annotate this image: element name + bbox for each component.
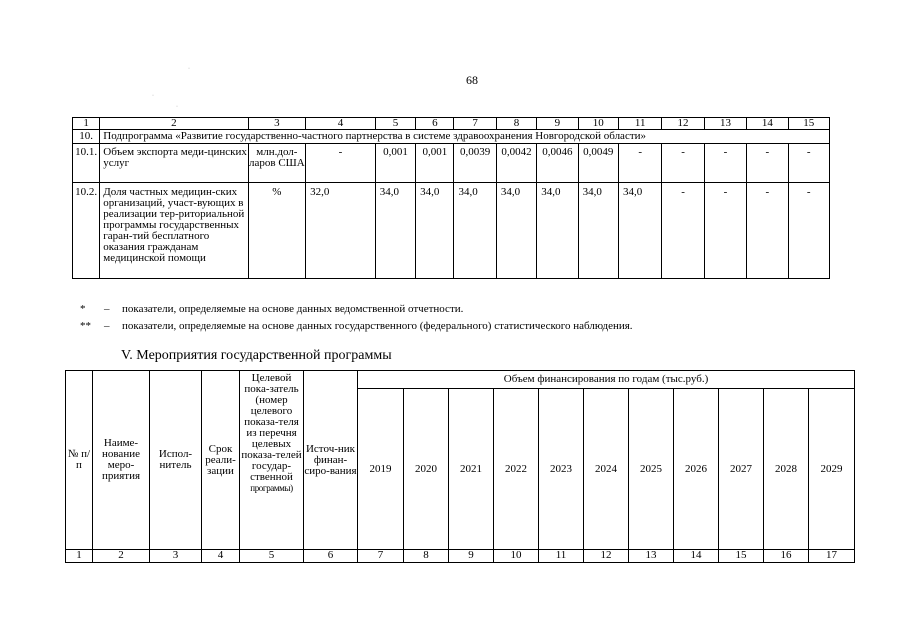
year-header: 2022: [494, 389, 539, 550]
column-number: 3: [248, 118, 306, 130]
column-number: 12: [662, 118, 704, 130]
year-header: 2023: [539, 389, 584, 550]
column-number: 14: [747, 118, 788, 130]
indicator-value: -: [618, 144, 661, 183]
column-number: 13: [704, 118, 746, 130]
column-number: 2: [93, 550, 150, 563]
column-number: 7: [358, 550, 404, 563]
header-target-text: Целевой пока-затель (номер целевого показа-теля из перечня целевых показа-телей государ-ственной: [241, 372, 302, 483]
column-number: 4: [202, 550, 240, 563]
header-num: № п/п: [66, 371, 93, 550]
row-number: 10.2.: [73, 183, 100, 279]
header-target: [240, 371, 304, 550]
footnote-mark: **: [80, 320, 91, 332]
scan-speck: ·: [176, 104, 178, 110]
indicator-value: 34,0: [416, 183, 454, 279]
table-row: [73, 183, 830, 279]
column-number: 11: [539, 550, 584, 563]
indicator-value: 34,0: [496, 183, 536, 279]
footnote-dash: –: [104, 320, 110, 332]
header-row: [66, 371, 855, 389]
column-number: 8: [404, 550, 449, 563]
footnote: [80, 303, 463, 315]
column-number: 10: [578, 118, 618, 130]
scan-speck: ·: [188, 66, 190, 72]
page-number: 68: [466, 73, 478, 87]
indicator-value: 34,0: [537, 183, 578, 279]
indicator-value: 0,0046: [537, 144, 578, 183]
column-number: 9: [449, 550, 494, 563]
header-source: Источ-ник финан-сиро-вания: [304, 371, 358, 550]
indicator-value: 0,0042: [496, 144, 536, 183]
indicator-value: 0,0039: [454, 144, 496, 183]
column-number: 6: [416, 118, 454, 130]
indicator-value: 0,001: [375, 144, 415, 183]
indicator-value: 34,0: [454, 183, 496, 279]
column-number: 1: [73, 118, 100, 130]
column-number: 15: [719, 550, 764, 563]
column-number: 5: [240, 550, 304, 563]
footnote-text: показатели, определяемые на основе данных ведомственной отчетности.: [122, 303, 464, 315]
header-name: Наиме-нование меро-приятия: [93, 371, 150, 550]
column-number-row: [66, 550, 855, 563]
indicator-name: Объем экспорта меди-цинских услуг: [100, 144, 248, 183]
year-header: 2025: [629, 389, 674, 550]
indicator-value: -: [704, 183, 746, 279]
indicator-name: Доля частных медицин-ских организаций, участ-вующих в реализации тер-риториальной программы государственных гаран-тий бесплатного оказания гражданам медицинской помощи: [100, 183, 248, 279]
indicator-unit: %: [248, 183, 306, 279]
year-header: 2024: [584, 389, 629, 550]
column-number: 9: [537, 118, 578, 130]
indicator-value: -: [306, 144, 376, 183]
year-header: 2026: [674, 389, 719, 550]
header-term: Срок реали-зации: [202, 371, 240, 550]
section-heading: V. Мероприятия государственной программы: [121, 348, 392, 363]
column-number: 3: [150, 550, 202, 563]
indicator-value: 0,0049: [578, 144, 618, 183]
year-header: 2028: [764, 389, 809, 550]
indicators-table: [72, 117, 830, 279]
table-row: [73, 144, 830, 183]
indicator-value: 34,0: [578, 183, 618, 279]
indicator-value: -: [788, 144, 829, 183]
column-number: 6: [304, 550, 358, 563]
indicator-value: -: [747, 144, 788, 183]
column-number: 17: [809, 550, 855, 563]
indicator-value: 0,001: [416, 144, 454, 183]
indicator-value: -: [788, 183, 829, 279]
indicator-value: -: [747, 183, 788, 279]
year-header: 2019: [358, 389, 404, 550]
section-row: [73, 130, 830, 144]
column-number-row: [73, 118, 830, 130]
indicator-value: 32,0: [306, 183, 376, 279]
header-executor: Испол-нитель: [150, 371, 202, 550]
column-number: 8: [496, 118, 536, 130]
indicator-value: -: [704, 144, 746, 183]
column-number: 1: [66, 550, 93, 563]
column-number: 11: [618, 118, 661, 130]
indicator-value: 34,0: [375, 183, 415, 279]
row-number: 10.1.: [73, 144, 100, 183]
footnote-mark: *: [80, 303, 86, 315]
indicator-value: 34,0: [618, 183, 661, 279]
column-number: 7: [454, 118, 496, 130]
header-funding: Объем финансирования по годам (тыс.руб.): [358, 371, 855, 389]
column-number: 14: [674, 550, 719, 563]
column-number: 16: [764, 550, 809, 563]
program-activities-table: [65, 370, 855, 563]
column-number: 2: [100, 118, 248, 130]
column-number: 12: [584, 550, 629, 563]
year-header: 2021: [449, 389, 494, 550]
column-number: 5: [375, 118, 415, 130]
column-number: 13: [629, 550, 674, 563]
scan-speck: ·: [152, 93, 154, 99]
section-number: 10.: [73, 130, 100, 144]
section-title-cell: Подпрограмма «Развитие государственно-частного партнерства в системе здравоохранения Новгородской области»: [100, 130, 830, 144]
year-header: 2020: [404, 389, 449, 550]
indicator-value: -: [662, 144, 704, 183]
indicator-unit: млн.дол-ларов США: [248, 144, 306, 183]
column-number: 10: [494, 550, 539, 563]
column-number: 15: [788, 118, 829, 130]
footnote-dash: –: [104, 303, 110, 315]
year-header: 2029: [809, 389, 855, 550]
year-header: 2027: [719, 389, 764, 550]
header-target-tail: программы): [250, 483, 293, 493]
footnote: [80, 320, 633, 332]
footnote-text: показатели, определяемые на основе данных государственного (федерального) статистического наблюдения.: [122, 320, 633, 332]
indicator-value: -: [662, 183, 704, 279]
column-number: 4: [306, 118, 376, 130]
